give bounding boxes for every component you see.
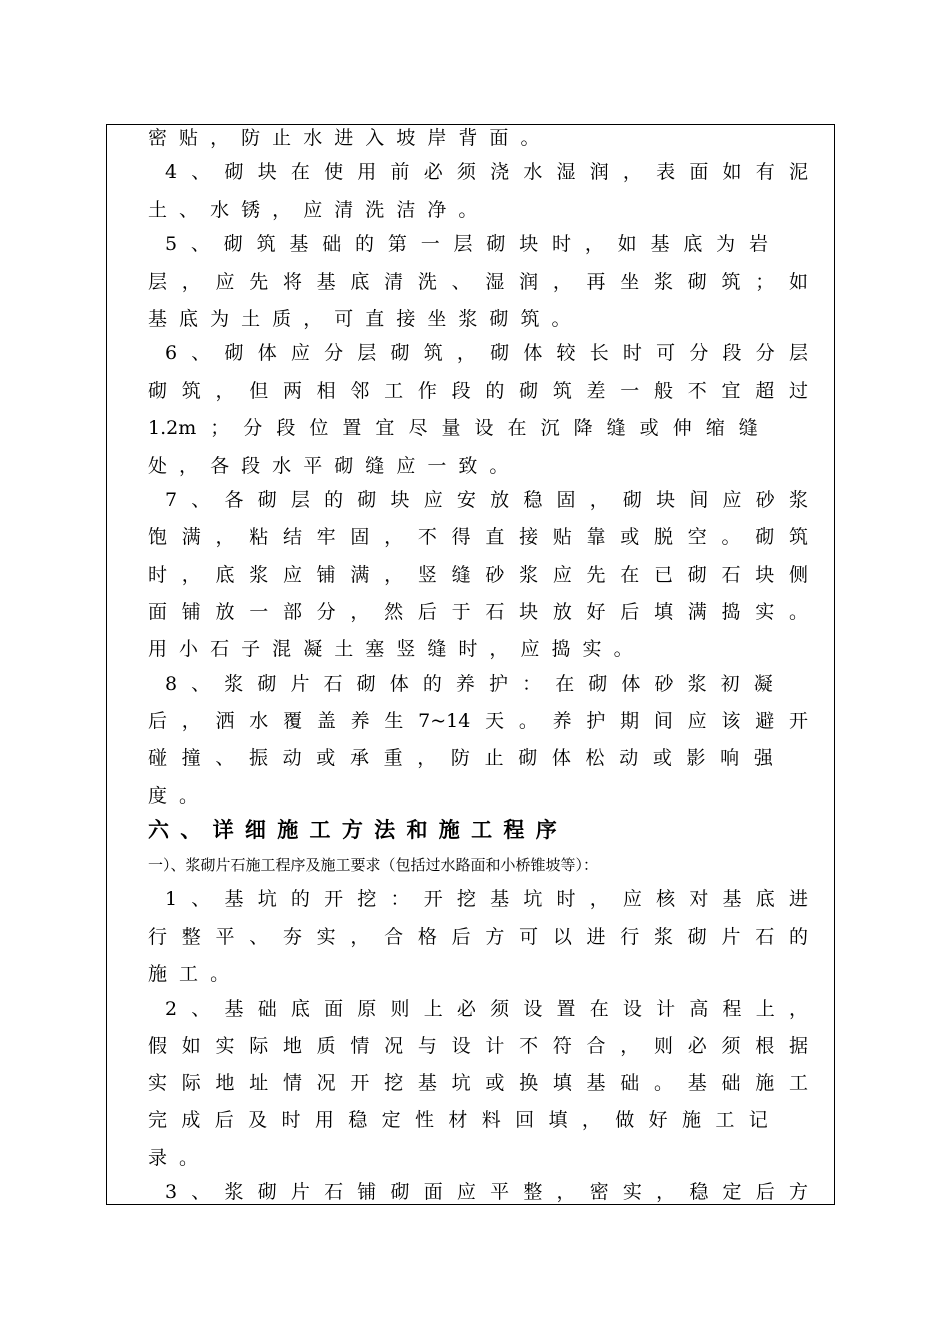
text-line: 4 、 砌 块 在 使 用 前 必 须 浇 水 湿 润 ， 表 面 如 有 泥 (165, 161, 808, 183)
text-line: 度 。 (148, 785, 199, 807)
text-line: 层 ， 应 先 将 基 底 清 洗 、 湿 润 ， 再 坐 浆 砌 筑 ； 如 (148, 271, 808, 293)
text-line: 砌 筑 ， 但 两 相 邻 工 作 段 的 砌 筑 差 一 般 不 宜 超 过 (148, 380, 808, 402)
text-line: 碰 撞 、 振 动 或 承 重 ， 防 止 砌 体 松 动 或 影 响 强 (148, 747, 773, 769)
text-line: 用 小 石 子 混 凝 土 塞 竖 缝 时 ， 应 捣 实 。 (148, 638, 633, 660)
text-line: 处 ， 各 段 水 平 砌 缝 应 一 致 。 (148, 455, 509, 477)
text-line: 行 整 平 、 夯 实 ， 合 格 后 方 可 以 进 行 浆 砌 片 石 的 (148, 926, 808, 948)
text-line: 7 、 各 砌 层 的 砌 块 应 安 放 稳 固 ， 砌 块 间 应 砂 浆 (165, 489, 808, 511)
text-line: 完 成 后 及 时 用 稳 定 性 材 料 回 填 ， 做 好 施 工 记 (148, 1109, 768, 1131)
text-line: 土 、 水 锈 ， 应 清 洗 洁 净 。 (148, 199, 478, 221)
text-line: 时 ， 底 浆 应 铺 满 ， 竖 缝 砂 浆 应 先 在 已 砌 石 块 侧 (148, 564, 808, 586)
text-line: 实 际 地 址 情 况 开 挖 基 坑 或 换 填 基 础 。 基 础 施 工 (148, 1072, 808, 1094)
text-line: 密 贴 ， 防 止 水 进 入 坡 岸 背 面 。 (148, 127, 540, 149)
text-line: 5 、 砌 筑 基 础 的 第 一 层 砌 块 时 ， 如 基 底 为 岩 (165, 233, 768, 255)
section-heading: 六 、 详 细 施 工 方 法 和 施 工 程 序 (148, 817, 557, 842)
text-line: 3 、 浆 砌 片 石 铺 砌 面 应 平 整 ， 密 实 ， 稳 定 后 方 (165, 1181, 808, 1203)
text-line: 施 工 。 (148, 963, 230, 985)
text-line: 2 、 基 础 底 面 原 则 上 必 须 设 置 在 设 计 高 程 上 ， (165, 998, 808, 1020)
text-line: 饱 满 ， 粘 结 牢 固 ， 不 得 直 接 贴 靠 或 脱 空 。 砌 筑 (148, 526, 808, 548)
text-line: 8 、 浆 砌 片 石 砌 体 的 养 护 ： 在 砌 体 砂 浆 初 凝 (165, 673, 773, 695)
text-line: 1 、 基 坑 的 开 挖 ： 开 挖 基 坑 时 ， 应 核 对 基 底 进 (165, 888, 808, 910)
text-line: 面 铺 放 一 部 分 ， 然 后 于 石 块 放 好 后 填 满 捣 实 。 (148, 601, 808, 623)
text-line: 1.2m ； 分 段 位 置 宜 尽 量 设 在 沉 降 缝 或 伸 缩 缝 (148, 417, 758, 439)
text-line: 假 如 实 际 地 质 情 况 与 设 计 不 符 合 ， 则 必 须 根 据 (148, 1035, 808, 1057)
text-line: 基 底 为 土 质 ， 可 直 接 坐 浆 砌 筑 。 (148, 308, 571, 330)
text-line: 6 、 砌 体 应 分 层 砌 筑 ， 砌 体 较 长 时 可 分 段 分 层 (165, 342, 808, 364)
sub-heading: 一）、浆砌片石施工程序及施工要求（包括过水路面和小桥锥坡等）： (148, 856, 599, 874)
text-line: 后 ， 洒 水 覆 盖 养 生 7~14 天 。 养 护 期 间 应 该 避 开 (148, 710, 808, 732)
text-line: 录 。 (148, 1147, 199, 1169)
